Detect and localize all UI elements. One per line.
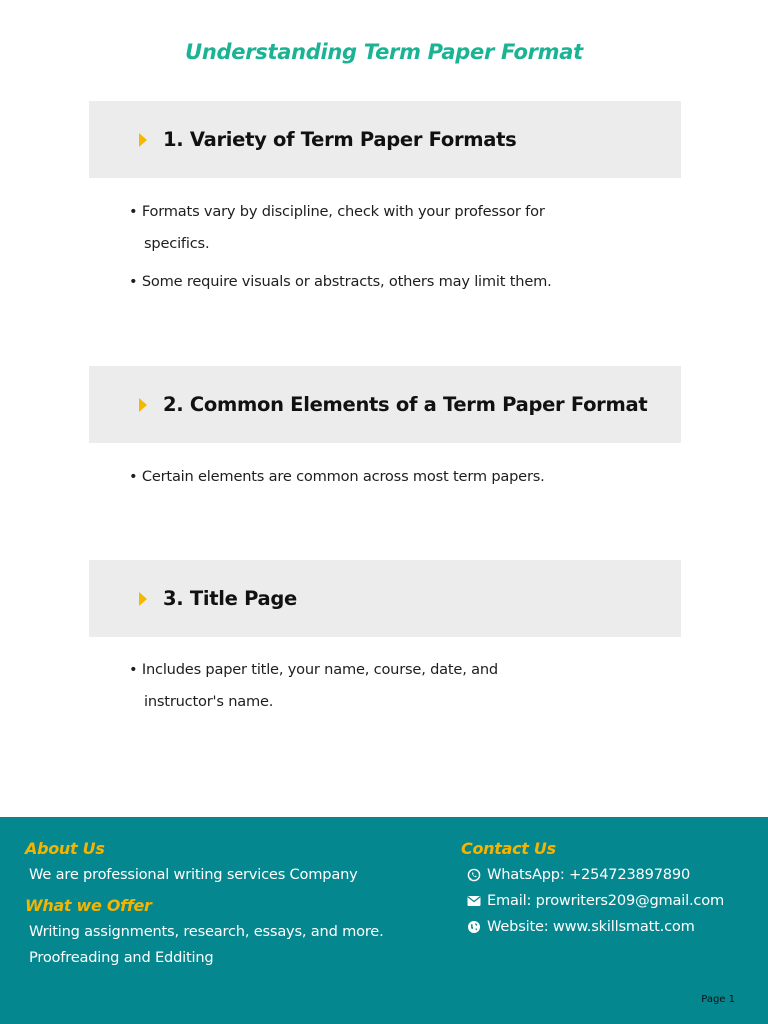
page-number: Page 1 — [701, 994, 735, 1005]
contact-text: Website: www.skillsmatt.com — [487, 918, 695, 935]
caret-right-icon — [139, 592, 147, 606]
offer-item: Proofreading and Edditing — [29, 949, 214, 966]
section-title-2: 2. Common Elements of a Term Paper Format — [163, 393, 648, 416]
contact-email[interactable] — [467, 892, 724, 909]
whatsapp-icon — [467, 868, 481, 882]
caret-right-icon — [139, 133, 147, 147]
contact-text: WhatsApp: +254723897890 — [487, 866, 691, 883]
contact-website[interactable] — [467, 918, 695, 935]
section-header-2 — [89, 366, 681, 443]
section-1-bullet-1 — [129, 196, 559, 260]
section-header-1 — [89, 101, 681, 178]
bullet-text-continued: specifics. — [144, 235, 210, 252]
contact-text: Email: prowriters209@gmail.com — [487, 892, 724, 909]
contact-whatsapp[interactable] — [467, 866, 690, 883]
about-heading: About Us — [25, 839, 105, 858]
globe-icon — [467, 920, 481, 934]
offer-heading: What we Offer — [25, 896, 152, 915]
about-text: We are professional writing services Company — [29, 866, 358, 883]
bullet-text: • Certain elements are common across most term papers. — [129, 468, 545, 485]
bullet-text: • Some require visuals or abstracts, others may limit them. — [129, 273, 552, 290]
section-title-1: 1. Variety of Term Paper Formats — [163, 128, 517, 151]
page-title: Understanding Term Paper Format — [185, 40, 583, 64]
bullet-text-continued: instructor's name. — [144, 693, 274, 710]
bullet-text: • Formats vary by discipline, check with your professor for — [129, 203, 545, 220]
bullet-text: • Includes paper title, your name, course, date, and — [129, 661, 498, 678]
section-header-3 — [89, 560, 681, 637]
offer-item: Writing assignments, research, essays, and more. — [29, 923, 384, 940]
caret-right-icon — [139, 398, 147, 412]
contact-heading: Contact Us — [461, 839, 556, 858]
section-3-bullet-1 — [129, 654, 559, 718]
section-2-bullet-1 — [129, 461, 559, 493]
envelope-icon — [467, 895, 481, 907]
section-1-bullet-2 — [129, 266, 559, 298]
section-title-3: 3. Title Page — [163, 587, 297, 610]
footer — [0, 817, 768, 1024]
